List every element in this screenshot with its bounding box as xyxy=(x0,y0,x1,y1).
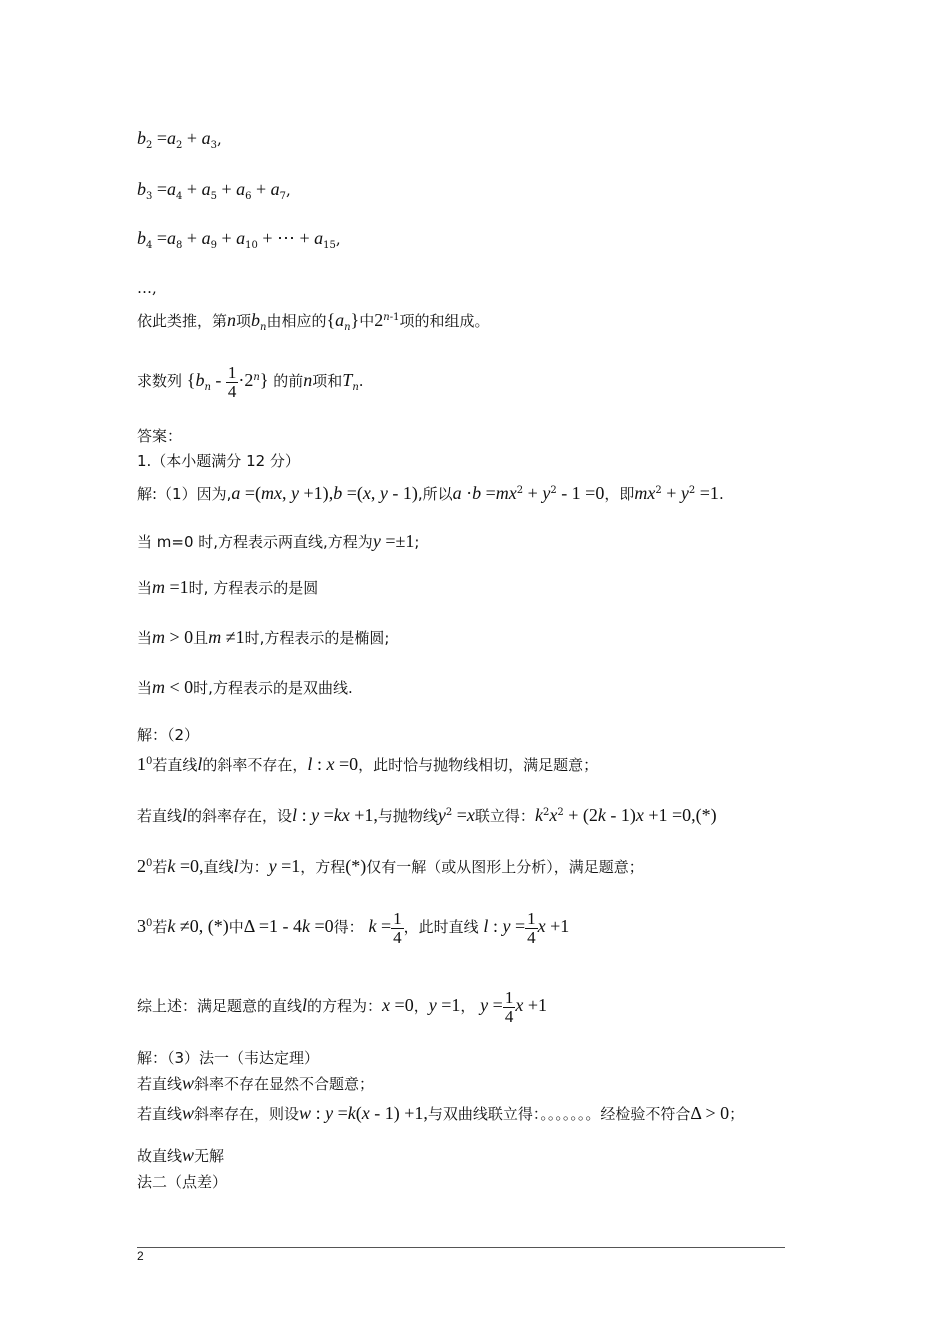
answer-label: 答案： xyxy=(137,427,183,445)
case1-line: $1^0$若直线l的斜率不存在，l : x =0，此时恰与抛物线相切，满足题意； xyxy=(137,754,599,774)
m1-line: 当m =1时, 方程表示的是圆 xyxy=(137,577,319,597)
eq-b4: $b_4 =a_8 + a_9 + a_{10}$ + ⋯ + $a_{15}$, xyxy=(137,228,341,251)
page-number: 2 xyxy=(137,1249,144,1263)
eq-b2: $b_2 =a_2 + a_3$, xyxy=(137,128,222,151)
part2-header: 解：（2） xyxy=(137,726,200,744)
w-conclusion-line: 故直线w无解 xyxy=(137,1145,225,1165)
b-rule-line: 依此类推，第n项$b_n$由相应的$\{a_n\}$中2$^{n-1}$项的和组成。 xyxy=(137,310,490,333)
slope-line: 若直线l的斜率存在，设l : y =kx +1,与抛物线$y^2 =x$联立得：$k^2x^2 + (2k - 1)x +1 =0,(*)$ xyxy=(137,805,717,825)
seek-line: 求数列 {$b_n$ - $\frac{1}{4}$ $\cdot 2^n$} 的前n项和$T_n$. xyxy=(137,362,364,401)
w-vertical-line: 若直线w斜率不存在显然不合题意； xyxy=(137,1073,375,1093)
footer-divider xyxy=(137,1247,785,1248)
part1-line: 解:（1）因为,a =(mx, y +1),b =(x, y - 1),所以$a \cdot b =mx^2 + y^2 - 1 =0$，即$mx^2 + y^2 =1$. xyxy=(137,483,724,503)
case3-line: $3^0$若k ≠0, (*)中Δ =1 - 4k =0得： k = $\frac{1}{4}$ ，此时直线 l : y = $\frac{1}{4}$ x +1 xyxy=(137,908,570,947)
part3-header: 解：（3）法一（韦达定理） xyxy=(137,1049,320,1067)
mpos-line: 当m > 0且m ≠1时,方程表示的是椭圆; xyxy=(137,627,390,647)
case2-line: $2^0$若k =0,直线l为：y =1，方程(*)仅有一解（或从图形上分析），满足题意； xyxy=(137,856,644,876)
m0-line: 当 m=0 时,方程表示两直线,方程为y =±1; xyxy=(137,531,420,551)
method2-line: 法二（点差） xyxy=(137,1173,228,1191)
w-slope-line: 若直线w斜率存在，则设w : y =k(x - 1) +1,与双曲线联立得：。。。。。。。经检验不符合Δ > 0； xyxy=(137,1103,745,1123)
summary-line: 综上述：满足题意的直线l的方程为：x =0，y =1， y = $\frac{1}{4}$ x +1 xyxy=(137,987,547,1026)
mneg-line: 当m < 0时,方程表示的是双曲线. xyxy=(137,677,353,697)
problem-header: 1.（本小题满分 12 分） xyxy=(137,452,300,470)
eq-b3: $b_3 =a_4 + a_5 + a_6 + a_7$, xyxy=(137,179,291,202)
ellipsis-line: …, xyxy=(137,279,157,297)
